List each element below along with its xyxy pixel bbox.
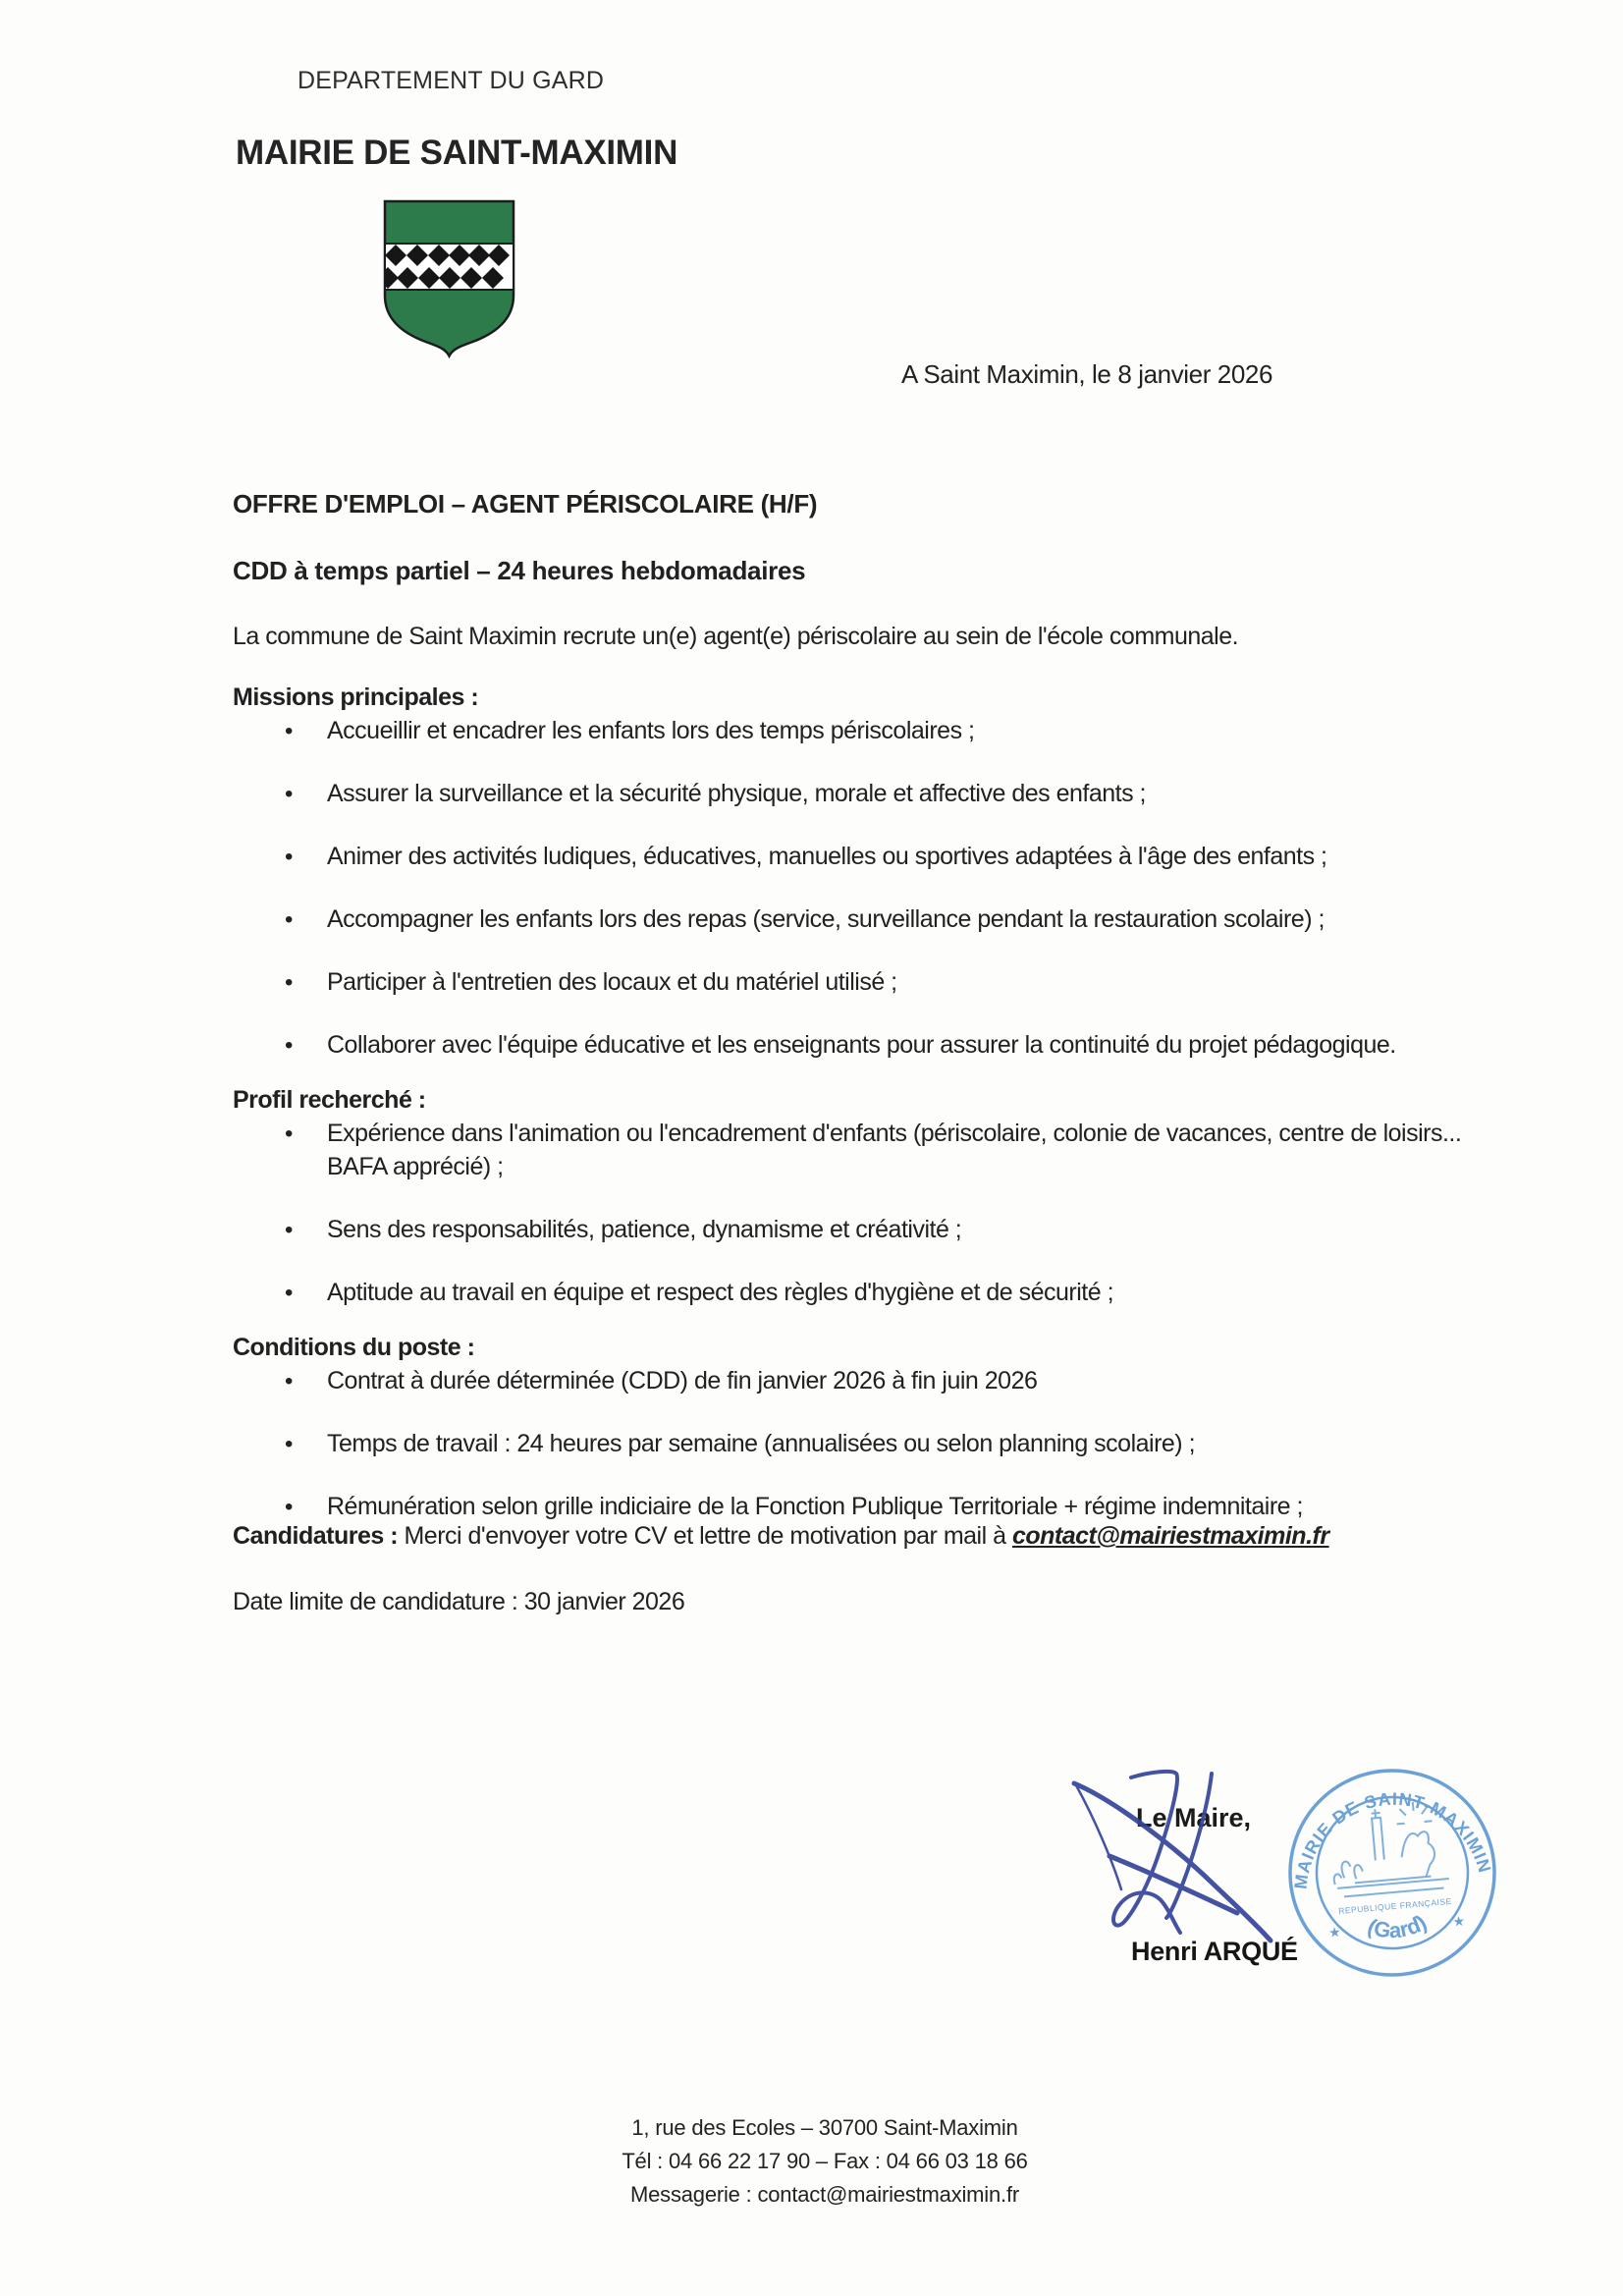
list-item: • Rémunération selon grille indiciaire de la Fonction Publique Territoriale + régime indemnitaire ; — [233, 1490, 1470, 1523]
closing-salutation: Le Maire, — [1136, 1803, 1252, 1832]
applications-line — [233, 1519, 1470, 1553]
list-item: • Accompagner les enfants lors des repas (service, surveillance pendant la restauration scolaire) ; — [233, 902, 1470, 936]
signer-name: Henri ARQUÉ — [1131, 1937, 1298, 1966]
stamp-inner-text: REPUBLIQUE FRANÇAISE — [1337, 1895, 1453, 1916]
footer-phone-fax: Tél : 04 66 22 17 90 – Fax : 04 66 03 18 66 — [622, 2149, 1028, 2173]
stamp-star-right-icon: ★ — [1451, 1912, 1466, 1930]
footer — [27, 2111, 1623, 2212]
letter-body — [233, 487, 1470, 1618]
coat-of-arms-icon — [383, 199, 515, 358]
list-item: • Sens des responsabilités, patience, dynamisme et créativité ; — [233, 1213, 1470, 1246]
svg-text:(Gard) — [1363, 1909, 1432, 1945]
section-heading-conditions: Conditions du poste : — [233, 1334, 475, 1361]
missions-list — [233, 714, 1470, 1062]
section-heading-profil: Profil recherché : — [233, 1086, 426, 1114]
letterhead-municipality-title: MAIRIE DE SAINT-MAXIMIN — [236, 134, 678, 172]
list-item: • Temps de travail : 24 heures par semaine (annualisées ou selon planning scolaire) ; — [233, 1427, 1470, 1460]
list-item: • Contrat à durée déterminée (CDD) de fin janvier 2026 à fin juin 2026 — [233, 1364, 1470, 1397]
application-email-text: contact@mairiestmaximin.fr — [1011, 1522, 1329, 1550]
list-item: • Aptitude au travail en équipe et respect des règles d'hygiène et de sécurité ; — [233, 1276, 1470, 1309]
list-item: • Expérience dans l'animation ou l'encadrement d'enfants (périscolaire, colonie de vacances, centre de loisirs... BAFA apprécié) ; — [233, 1117, 1470, 1183]
stamp-bottom-text: (Gard) — [1364, 1909, 1432, 1943]
list-item: • Collaborer avec l'équipe éducative et les enseignants pour assurer la continuité du projet pédagogique. — [233, 1028, 1470, 1062]
profil-list — [233, 1117, 1470, 1309]
intro-paragraph: La commune de Saint Maximin recrute un(e) agent(e) périscolaire au sein de l'école communale. — [233, 623, 1239, 650]
letterhead-department: DEPARTEMENT DU GARD — [298, 67, 605, 94]
applications-label: Candidatures : — [233, 1522, 399, 1550]
footer-email: Messagerie : contact@mairiestmaximin.fr — [630, 2182, 1019, 2207]
list-item: • Participer à l'entretien des locaux et du matériel utilisé ; — [233, 965, 1470, 999]
stamp-star-left-icon: ★ — [1327, 1923, 1342, 1941]
deadline-line: Date limite de candidature : 30 janvier 2026 — [233, 1588, 685, 1615]
applications-text: Merci d'envoyer votre CV et lettre de motivation par mail à — [398, 1522, 1012, 1550]
contract-line: CDD à temps partiel – 24 heures hebdomadaires — [233, 556, 806, 585]
list-item: • Accueillir et encadrer les enfants lors des temps périscolaires ; — [233, 714, 1470, 747]
handwritten-signature-ink — [1062, 1764, 1290, 1952]
stamp-ring-text: MAIRIE DE SAINT-MAXIMIN — [1290, 1788, 1495, 1890]
footer-address: 1, rue des Ecoles – 30700 Saint-Maximin — [631, 2115, 1018, 2140]
list-item: • Assurer la surveillance et la sécurité physique, morale et affective des enfants ; — [233, 777, 1470, 810]
date-line: A Saint Maximin, le 8 janvier 2026 — [901, 359, 1273, 389]
list-item: • Animer des activités ludiques, éducatives, manuelles ou sportives adaptées à l'âge des enfants ; — [233, 840, 1470, 873]
job-title: OFFRE D'EMPLOI – AGENT PÉRISCOLAIRE (H/F) — [233, 489, 818, 519]
conditions-list — [233, 1364, 1470, 1523]
section-heading-missions: Missions principales : — [233, 683, 479, 711]
official-round-stamp — [1283, 1764, 1501, 1982]
